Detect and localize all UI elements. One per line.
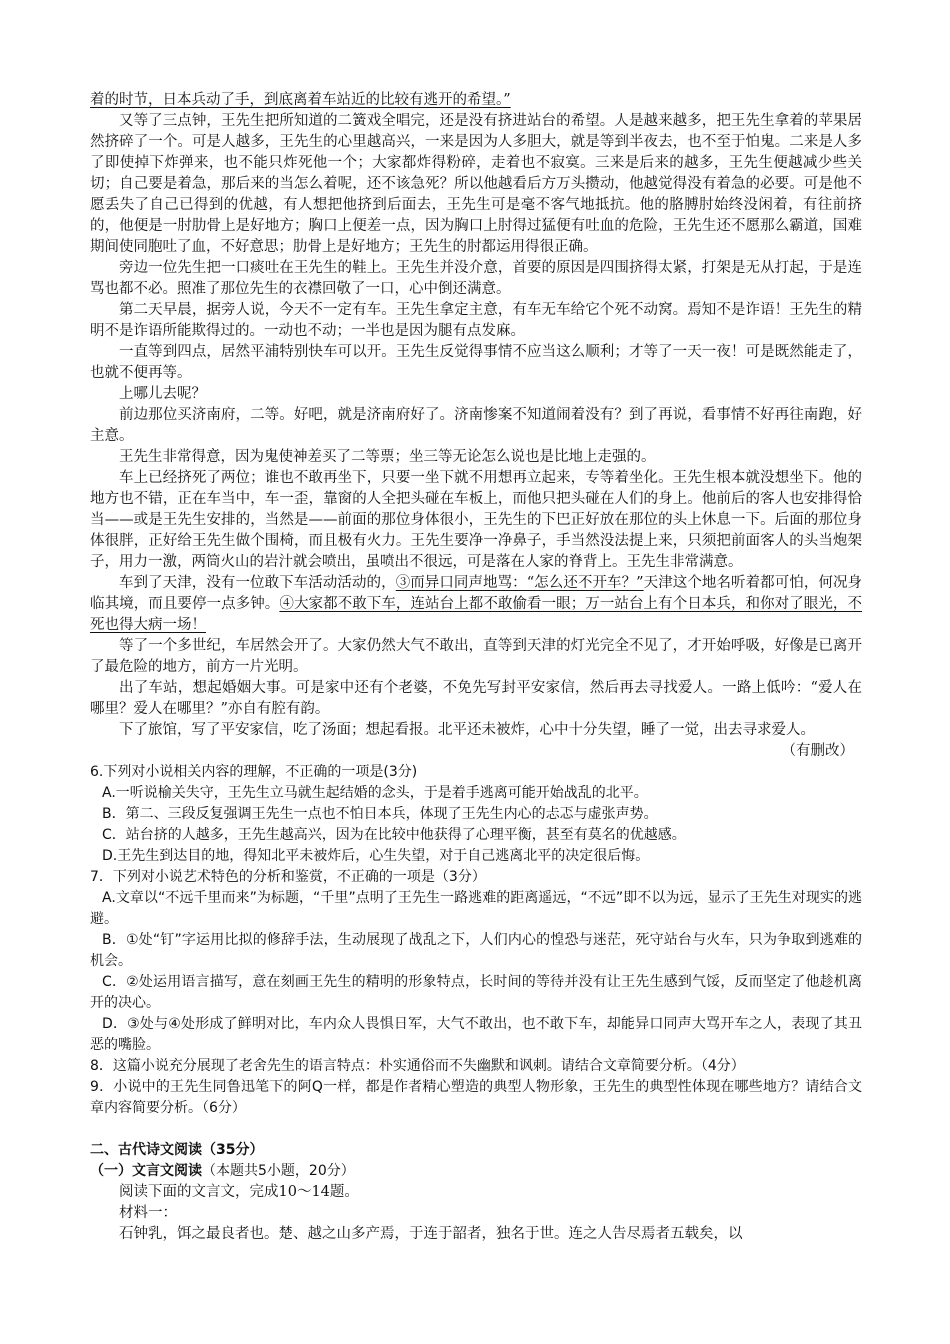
classical-text: 石钟乳，饵之最良者也。楚、越之山多产焉，于连于韶者，独名于世。连之人告尽焉者五载矣，以 xyxy=(119,1226,743,1242)
question-7: 7．下列对小说艺术特色的分析和鉴赏，不正确的一项是（3分） xyxy=(90,869,486,885)
story-paragraph: 前边那位买济南府，二等。好吧，就是济南府好了。济南惨案不知道闹着没有？到了再说，看事情不好再往南跑，好主意。 xyxy=(90,407,862,444)
story-paragraph: 上哪儿去呢？ xyxy=(119,386,206,402)
story-paragraph: 下了旅馆，写了平安家信，吃了汤面；想起看报。北平还未被炸，心中十分失望，睡了一觉，出去寻求爱人。 xyxy=(119,722,815,738)
q6-option-a: A.一听说榆关失守，王先生立马就生起结婚的念头，于是着手逃离可能开始战乱的北平。 xyxy=(102,785,648,801)
story-paragraph: 车上已经挤死了两位；谁也不敢再坐下，只要一坐下就不用想再立起来，专等着坐化。王先生根本就没想坐下。他的地方也不错，正在车当中，车一歪，靠窗的人全把头碰在车板上，而他只把头碰在人们的身上。他前后的客人也安排得恰当——或是王先生安排的，当然是——前面的那位身体很小，王先生的下巴正好放在那位的头上休息一下。后面的那位身体很胖，正好给王先生做个围椅，而且极有火力。王先生要净一净鼻子，手当然没法提上来，只须把前面客人的头当炮架子，用力一激，两筒火山的岩汁就会喷出，虽喷出不很远，可是落在人家的脊背上。王先生非常满意。 xyxy=(90,470,862,570)
source-note: （有删改） xyxy=(781,743,854,759)
q7-option-c: C．②处运用语言描写，意在刻画王先生的精明的形象特点，长时间的等待并没有让王先生感到气馁，反而坚定了他趁机离开的决心。 xyxy=(90,974,862,1011)
underlined-sentence-4: ④大家都不敢下车，连站台上都不敢偷看一眼；万一站台上有个日本兵，和你对了眼光，不死也得大病一场！ xyxy=(90,596,862,633)
material-label: 材料一： xyxy=(119,1205,177,1221)
story-paragraph: 旁边一位先生把一口痰吐在王先生的鞋上。王先生并没介意，首要的原因是四围挤得太紧，打架是无从打起，于是连骂也都不必。照准了那位先生的衣襟回敬了一口，心中倒还满意。 xyxy=(90,260,862,297)
section-gap xyxy=(90,1119,862,1140)
story-paragraph: 等了一个多世纪，车居然会开了。大家仍然大气不敢出，直等到天津的灯光完全不见了，才开始呼吸，好像是已离开了最危险的地方，前方一片光明。 xyxy=(90,638,862,675)
q7-option-a: A.文章以“不远千里而来”为标题，“千里”点明了王先生一路逃难的距离遥远，“不远”即不以为远，显示了王先生对现实的逃避。 xyxy=(90,890,862,927)
q6-option-c: C．站台挤的人越多，王先生越高兴，因为在比较中他获得了心理平衡，甚至有莫名的优越感。 xyxy=(102,827,686,843)
q7-option-b: B．①处“钉”字运用比拟的修辞手法，生动展现了战乱之下，人们内心的惶恐与迷茫，死守站台与火车，只为争取到逃难的机会。 xyxy=(90,932,862,969)
section-2-title: 二、古代诗文阅读（35分） xyxy=(90,1142,264,1158)
question-9: 9．小说中的王先生同鲁迅笔下的阿Q一样，都是作者精心塑造的典型人物形象，王先生的典型性体现在哪些地方？请结合文章内容简要分析。（6分） xyxy=(90,1079,862,1116)
section-2-subtitle: （一）文言文阅读（本题共5小题，20分） xyxy=(90,1163,355,1179)
document-page xyxy=(90,90,862,1245)
story-paragraph: 出了车站，想起婚姻大事。可是家中还有个老婆，不免先写封平安家信，然后再去寻找爱人。一路上低吟：“爱人在哪里？爱人在哪里？”亦自有腔有韵。 xyxy=(90,680,862,717)
q6-option-d: D.王先生到达目的地，得知北平未被炸后，心生失望，对于自己逃离北平的决定很后悔。 xyxy=(102,848,650,864)
story-paragraph: 一直等到四点，居然平浦特别快车可以开。王先生反觉得事情不应当这么顺利；才等了一天一夜！可是既然能走了，也就不便再等。 xyxy=(90,344,862,381)
question-8: 8．这篇小说充分展现了老舍先生的语言特点：朴实通俗而不失幽默和讽刺。请结合文章简要分析。（4分） xyxy=(90,1058,745,1074)
story-paragraph: 王先生非常得意，因为鬼使神差买了二等票；坐三等无论怎么说也是比地上走强的。 xyxy=(119,449,656,465)
q6-option-b: B．第二、三段反复强调王先生一点也不怕日本兵，体现了王先生内心的忐忑与虚张声势。 xyxy=(102,806,658,822)
question-6: 6.下列对小说相关内容的理解，不正确的一项是(3分) xyxy=(90,764,418,780)
underlined-sentence-3: ③而异口同声地骂：“怎么还不开车？” xyxy=(395,575,644,591)
story-paragraph: 车到了天津，没有一位敢下车活动活动的，③而异口同声地骂：“怎么还不开车？”天津这个地名听着都可怕，何况身临其境，而且要停一点多钟。④大家都不敢下车，连站台上都不敢偷看一眼；万一站台上有个日本兵，和你对了眼光，不死也得大病一场！ xyxy=(90,575,863,633)
section-2-instruction: 阅读下面的文言文，完成10～14题。 xyxy=(119,1184,359,1200)
q7-option-d: D．③处与④处形成了鲜明对比，车内众人畏惧日军，大气不敢出，也不敢下车，却能异口同声大骂开车之人，表现了其丑恶的嘴脸。 xyxy=(90,1016,862,1053)
story-first-line: 着的时节，日本兵动了手，到底离着车站近的比较有逃开的希望。” xyxy=(90,92,511,108)
story-paragraph: 又等了三点钟，王先生把所知道的二簧戏全唱完，还是没有挤进站台的希望。人是越来越多，把王先生拿着的苹果居然挤碎了一个。可是人越多，王先生的心里越高兴，一来是因为人多胆大，就是等到半夜去，也不至于怕鬼。二来是人多了即使掉下炸弹来，也不能只炸死他一个；大家都炸得粉碎，走着也不寂寞。三来是后来的越多，王先生便越减少些关切；自己要是着急，那后来的当怎么着呢，还不该急死？所以他越看后方万头攒动，他越觉得没有着急的必要。可是他不愿丢失了自己已得到的优越，有人想把他挤到后面去，王先生可是毫不客气地抵抗。他的胳膊肘始终没闲着，有往前挤的，他便是一肘肋骨上是好地方；胸口上便差一点，因为胸口上肘得过猛便有吐血的危险，王先生还不愿那么霸道，国难期间使同胞吐了血，不好意思；肋骨上是好地方；王先生的肘都运用得很正确。 xyxy=(90,113,862,255)
story-paragraph: 第二天早晨，据旁人说，今天不一定有车。王先生拿定主意，有车无车给它个死不动窝。焉知不是诈语！王先生的精明不是诈语所能欺得过的。一动也不动；一半也是因为腿有点发麻。 xyxy=(90,302,862,339)
